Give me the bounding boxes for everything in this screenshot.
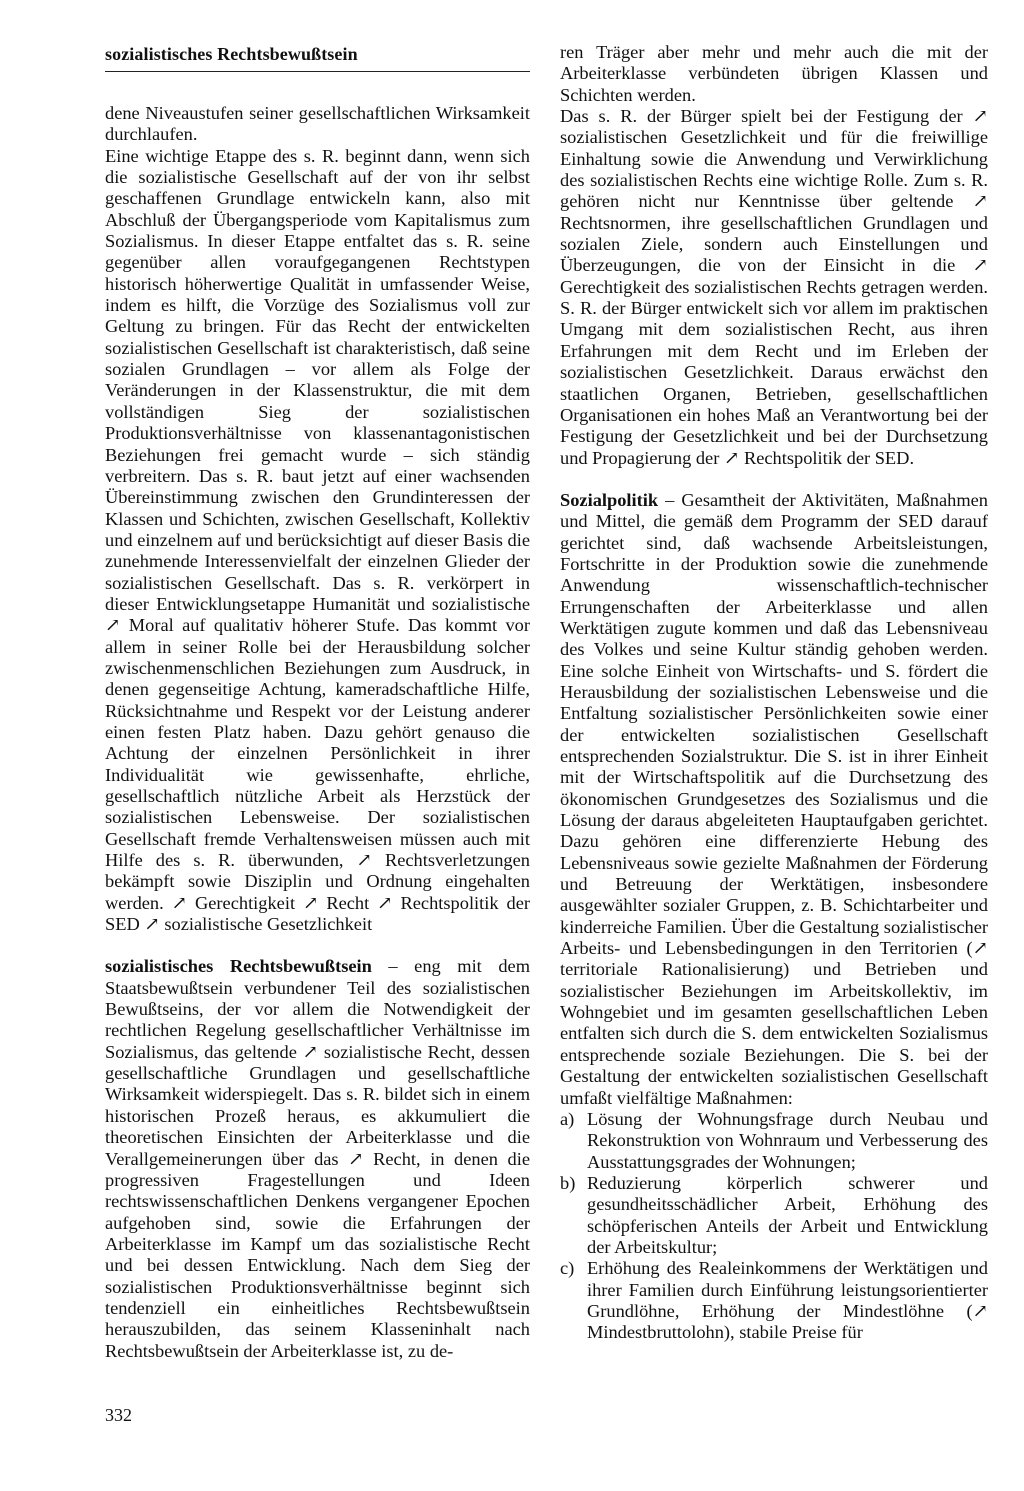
list-item-text: Lösung der Wohnungsfrage durch Neubau und Rekonstruktion von Wohnraum und Verbesserung des Ausstattungsgrades der Wohnungen;	[587, 1108, 988, 1172]
page-number: 332	[105, 1405, 132, 1425]
list-item	[560, 1173, 988, 1258]
list-item	[560, 1109, 988, 1173]
list-item	[560, 1258, 988, 1343]
entry-sozialpolitik	[560, 490, 988, 1109]
header-rule	[105, 71, 530, 72]
entry-gap	[560, 469, 988, 490]
paragraph-continued: dene Niveaustufen seiner gesellschaftlichen Wirksamkeit durchlaufen.	[105, 103, 530, 145]
list-marker: a)	[560, 1108, 575, 1129]
entry-gap	[105, 935, 530, 956]
list-marker: c)	[560, 1258, 575, 1279]
running-head: sozialistisches Rechtsbewußtsein	[105, 44, 358, 64]
entry-rechtsbewusstsein	[105, 956, 530, 1362]
list-item-text: Erhöhung des Realeinkommens der Werktätigen und ihrer Familien durch Einführung leistungsorientierter Grundlöhne, Erhöhung der Mindestlöhne (↗ Mindestbruttolohn), stabile Preise für	[587, 1258, 988, 1343]
entry-term: Sozialpolitik	[560, 489, 659, 510]
list-marker: b)	[560, 1172, 576, 1193]
left-column	[105, 103, 530, 1362]
measures-list	[560, 1109, 988, 1344]
paragraph-etappe: Eine wichtige Etappe des s. R. beginnt dann, wenn sich die sozialistische Gesellschaft auf der von ihr selbst geschaffenen Grundlage entwickeln kann, also mit Abschluß der Übergangsperiode vom Kapitalismus zum Sozialismus. In dieser Etappe entfaltet das s. R. seine gegenüber allen voraufgegangenen Rechtstypen historisch höherwertige Qualität in umfassender Weise, indem es hilft, die Vorzüge des Sozialismus voll zur Geltung zu bringen. Für das Recht der entwickelten sozialistischen Gesellschaft ist charakteristisch, daß seine sozialen Grundlagen – vor allem als Folge der Veränderungen in der Klassenstruktur, die mit dem vollständigen Sieg der sozialistischen Produktionsverhältnisse von klassenantagonistischen Beziehungen frei gemacht wurde – sich ständig verbreitern. Das s. R. baut jetzt auf einer wachsenden Übereinstimmung zwischen den Grundinteressen der Klassen und Schichten, zwischen Gesellschaft, Kollektiv und einzelnem auf und berücksichtigt auf dieser Basis die zunehmende Interessenvielfalt der einzelnen Glieder der sozialistischen Gesellschaft. Das s. R. verkörpert in dieser Entwicklungsetappe Humanität und sozialistische ↗ Moral auf qualitativ höherer Stufe. Das kommt vor allem in seiner Rolle bei der Herausbildung solcher zwischenmenschlichen Beziehungen zum Ausdruck, in denen gegenseitige Achtung, kameradschaftliche Hilfe, Rücksichtnahme und Respekt vor der Leistung anderer einen festen Platz haben. Dazu gehört genauso die Achtung der einzelnen Persönlichkeit in ihrer Individualität wie gewissenhafte, ehrliche, gesellschaftlich nützliche Arbeit als Herzstück der sozialistischen Lebensweise. Der sozialistischen Gesellschaft fremde Verhaltensweisen müssen auch mit Hilfe des s. R. überwunden, ↗ Rechtsverletzungen bekämpft sowie Disziplin und Ordnung eingehalten werden. ↗ Gerechtigkeit ↗ Recht ↗ Rechtspolitik der SED ↗ sozialistische Gesetzlichkeit	[105, 145, 530, 935]
entry-term: sozialistisches Rechtsbewußtsein	[105, 956, 372, 977]
entry-text: – Gesamtheit der Aktivitäten, Maßnahmen und Mittel, die gemäß dem Programm der SED darauf gerichtet sind, daß wachsende Arbeitsleistungen, Fortschritte in der Produktion sowie die zunehmende Anwendung wissenschaftlich-technischer Errungenschaften der Arbeiterklasse und allen Werktätigen zugute kommen und daß das Lebensniveau des Volkes und seine Kultur ständig gehoben werden. Eine solche Einheit von Wirtschafts- und S. fördert die Herausbildung der sozialistischen Lebensweise und die Entfaltung sozialistischer Persönlichkeiten sowie einer der entwickelten sozialistischen Gesellschaft entsprechenden Sozialstruktur. Die S. ist in ihrer Einheit mit der Wirtschaftspolitik auf die Durchsetzung des ökonomischen Grundgesetzes des Sozialismus und die Lösung der daraus abgeleiteten Hauptaufgaben gerichtet. Dazu gehören eine differenzierte Hebung des Lebensniveaus sowie gezielte Maßnahmen der Förderung und Betreuung der Werktätigen, insbesondere ausgewählter sozialer Gruppen, z. B. Schichtarbeiter und kinderreiche Familien. Über die Gestaltung sozialistischer Arbeits- und Lebensbedingungen in den Territorien (↗ territoriale Rationalisierung) und Betrieben und sozialistischer Beziehungen im Arbeitskollektiv, im Wohngebiet und im gesamten gesellschaftlichen Leben entfalten sich durch die S. dem entwickelten Sozialismus entsprechende soziale Beziehungen. Die S. bei der Gestaltung der entwickelten sozialistischen Gesellschaft umfaßt vielfältige Maßnahmen:	[560, 489, 988, 1108]
right-column	[560, 42, 988, 1344]
list-item-text: Reduzierung körperlich schwerer und gesundheitsschädlicher Arbeit, Erhöhung des schöpferischen Anteils der Arbeit und Entwicklung der Arbeitskultur;	[587, 1172, 988, 1257]
paragraph-continued: ren Träger aber mehr und mehr auch die mit der Arbeiterklasse verbündeten übrigen Klassen und Schichten werden.	[560, 42, 988, 105]
paragraph-buerger: Das s. R. der Bürger spielt bei der Festigung der ↗ sozialistischen Gesetzlichkeit und für die freiwillige Einhaltung sowie die Anwendung und Verwirklichung des sozialistischen Rechts eine wichtige Rolle. Zum s. R. gehören nicht nur Kenntnisse über geltende ↗ Rechtsnormen, ihre gesellschaftlichen Grundlagen und sozialen Ziele, sondern auch Einstellungen und Überzeugungen, die von der Einsicht in die ↗ Gerechtigkeit des sozialistischen Rechts getragen werden. S. R. der Bürger entwickelt sich vor allem im praktischen Umgang mit dem sozialistischen Recht, aus ihren Erfahrungen mit dem Recht und im Erleben der sozialistischen Gesetzlichkeit. Daraus erwächst den staatlichen Organen, Betrieben, gesellschaftlichen Organisationen ein hohes Maß an Verantwortung bei der Festigung der Gesetzlichkeit und bei der Durchsetzung und Propagierung der ↗ Rechtspolitik der SED.	[560, 106, 988, 468]
entry-text: – eng mit dem Staatsbewußtsein verbundener Teil des sozialistischen Bewußtseins, der vor allem die Notwendigkeit der rechtlichen Regelung gesellschaftlicher Verhältnisse im Sozialismus, das geltende ↗ sozialistische Recht, dessen gesellschaftliche Grundlagen und gesellschaftliche Wirksamkeit widerspiegelt. Das s. R. bildet sich in einem historischen Prozeß heraus, es akkumuliert die theoretischen Einsichten der Arbeiterklasse und die Verallgemeinerungen über das ↗ Recht, in denen die progressiven Fragestellungen und Ideen rechtswissenschaftlichen Denkens vergangener Epochen aufgehoben sind, sowie die Erfahrungen der Arbeiterklasse im Kampf um das sozialistische Recht und bei dessen Entwicklung. Nach dem Sieg der sozialistischen Produktionsverhältnisse beginnt sich tendenziell ein einheitliches Rechtsbewußtsein herauszubilden, das seinem Klasseninhalt nach Rechtsbewußtsein der Arbeiterklasse ist, zu de-	[105, 956, 531, 1361]
